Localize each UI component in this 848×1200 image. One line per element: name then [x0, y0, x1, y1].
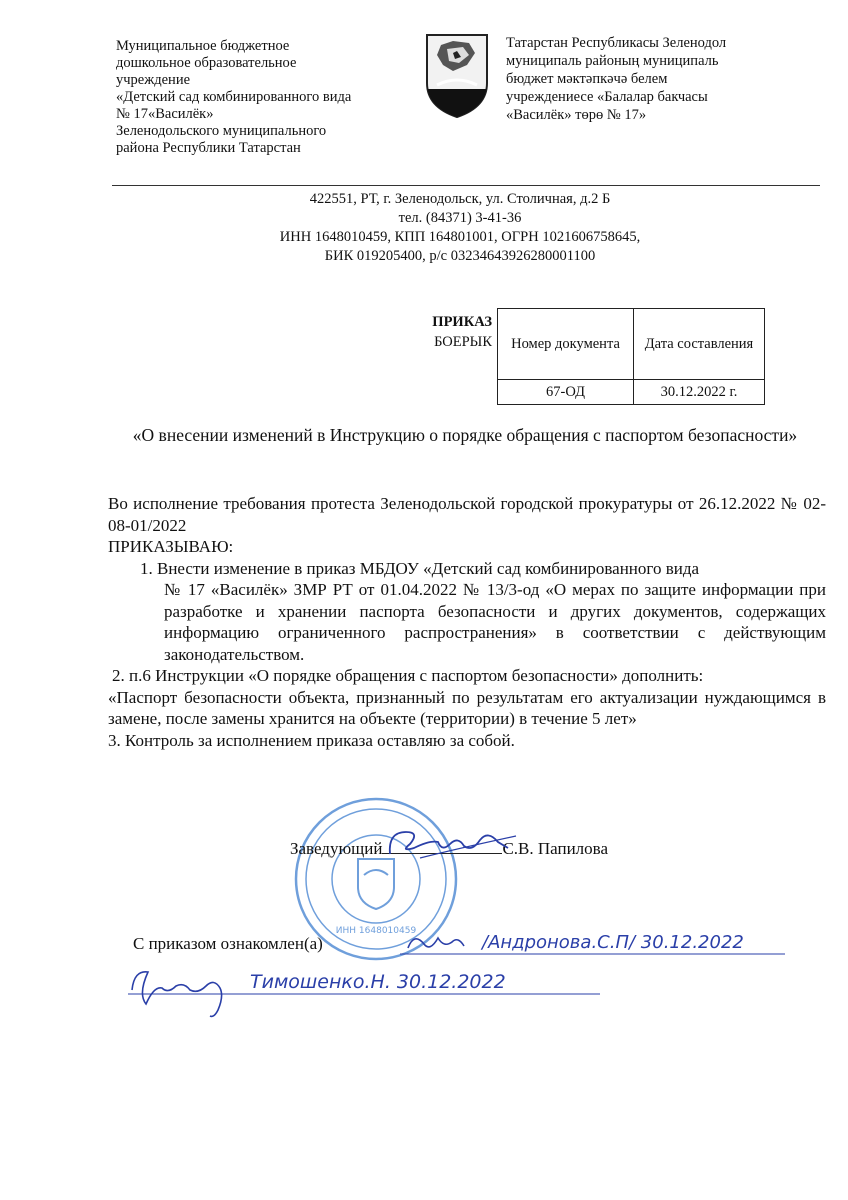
intro-paragraph: Во исполнение требования протеста Зеленодольской городской прокуратуры от 26.12.2022 № 02-08-01/2022: [108, 494, 826, 535]
org-ru-line: Муниципальное бюджетное: [116, 38, 290, 54]
order-col-date-header: Дата составления: [634, 309, 765, 380]
order-table: [497, 308, 765, 405]
org-tt-line: муниципаль районың муниципаль: [506, 53, 719, 69]
stamp-inn-text: ИНН 1648010459: [335, 926, 417, 936]
document-body: [108, 493, 826, 751]
org-name-ru: [116, 38, 416, 157]
handwritten-acquaint-2-text: Тимошенко.Н. 30.12.2022: [250, 971, 506, 993]
org-ru-line: Зеленодольского муниципального: [116, 123, 327, 139]
org-ru-line: № 17«Василёк»: [116, 106, 214, 122]
org-name-tt: [506, 34, 806, 124]
order-label: [388, 312, 492, 352]
org-ru-line: дошкольное образовательное: [116, 55, 297, 71]
handwritten-acquaint-2: [128, 964, 608, 1020]
org-tt-line: «Василёк» төрө № 17»: [506, 107, 647, 123]
order-label-ru: ПРИКАЗ: [432, 314, 492, 330]
phone: тел. (84371) 3-41-36: [398, 210, 522, 226]
item-2-continuation: «Паспорт безопасности объекта, признанный по результатам его актуализации нуждающимся в замене, после замены хранится на объекте (территории) в течение 5 лет»: [108, 687, 826, 728]
org-tt-line: Татарстан Республикасы Зеленодол: [506, 35, 727, 51]
acquaint-label: С приказом ознакомлен(а): [133, 934, 323, 953]
order-date: 30.12.2022 г.: [634, 380, 765, 405]
address: 422551, РТ, г. Зеленодольск, ул. Столичная, д.2 Б: [309, 191, 611, 207]
handwritten-acquaint-1-text: /Андронова.С.П/ 30.12.2022: [482, 932, 744, 953]
order-number: 67-ОД: [498, 380, 634, 405]
signer-name: С.В. Папилова: [502, 839, 609, 858]
order-label-tt: БОЕРЫК: [434, 334, 492, 350]
org-ru-line: района Республики Татарстан: [116, 140, 301, 156]
requisites: ИНН 1648010459, КПП 164801001, ОГРН 1021606758645,: [279, 229, 641, 245]
handwritten-signature-icon: [380, 818, 520, 868]
org-ru-line: «Детский сад комбинированного вида: [116, 89, 352, 105]
bank-details: БИК 019205400, р/с 03234643926280001100: [324, 248, 596, 264]
header-divider: [112, 185, 820, 186]
item-1-first-line: 1. Внести изменение в приказ МБДОУ «Детский сад комбинированного вида: [140, 558, 700, 578]
document-title: «О внесении изменений в Инструкцию о порядке обращения с паспортом безопасности»: [132, 425, 798, 445]
org-tt-line: бюджет мәктәпкәчә белем: [506, 71, 668, 87]
item-1-continuation: № 17 «Василёк» ЗМР РТ от 01.04.2022 № 13/3-од «О мерах по защите информации при разработке и хранении паспорта безопасности и других документов, содержащих информацию ограниченного распространения» в соответствии с действующим законодательством.: [164, 580, 826, 664]
contacts-block: [150, 190, 770, 266]
item-3: 3. Контроль за исполнением приказа оставляю за собой.: [108, 730, 515, 750]
signer-position: Заведующий: [290, 839, 383, 858]
org-tt-line: учреждениесе «Балалар бакчасы: [506, 89, 708, 105]
item-2-first-line: 2. п.6 Инструкции «О порядке обращения с паспортом безопасности» дополнить:: [112, 666, 704, 685]
handwritten-acquaint-1: [400, 926, 790, 958]
order-col-number-header: Номер документа: [498, 309, 634, 380]
coat-of-arms-emblem-icon: [423, 31, 491, 119]
org-ru-line: учреждение: [116, 72, 191, 88]
command-heading: ПРИКАЗЫВАЮ:: [108, 537, 234, 556]
